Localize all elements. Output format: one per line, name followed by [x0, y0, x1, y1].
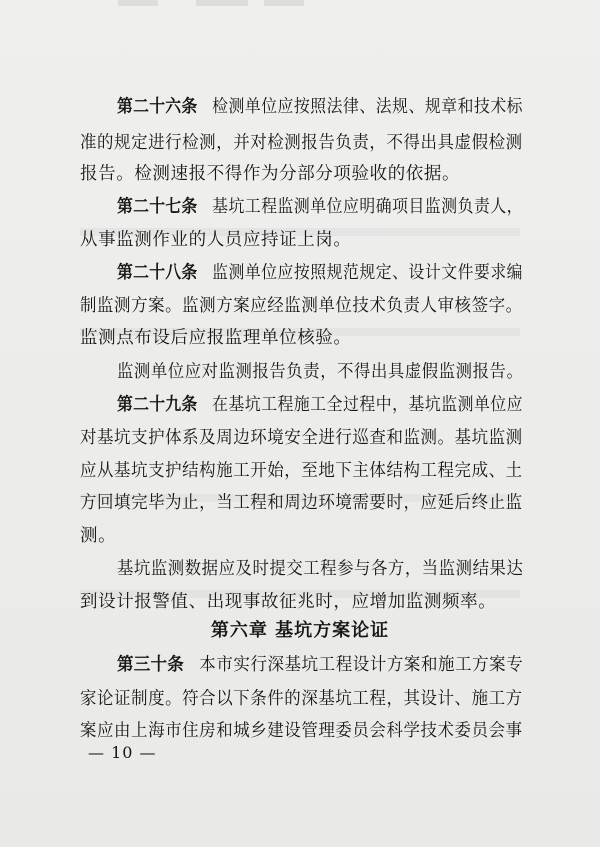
article-text-line: 在基坑工程施工全过程中，基坑监测单位应: [212, 395, 524, 415]
article-text-line: 基坑工程监测单位应明确项目监测负责人，: [212, 197, 524, 217]
bleed-mark: [264, 0, 304, 6]
article-text-line: 方回填完毕为止，当工程和周边环境需要时，应延后终止监: [80, 493, 523, 513]
article-text-line: 检测单位应按照法律、法规、规章和技术标: [212, 97, 524, 117]
article-text-line: 监测点布设后应报监理单位核验。: [80, 328, 352, 348]
article-text-line: 到设计报警值、出现事故征兆时，应增加监测频率。: [80, 592, 497, 612]
article-paragraph: 监测单位应对监测报告负责，不得出具虚假监测报告。: [117, 362, 524, 382]
article-text-line: 对基坑支护体系及周边环境安全进行巡查和监测。基坑监测: [80, 428, 523, 448]
bleed-mark: [118, 0, 158, 6]
article-text-line: 家论证制度。符合以下条件的深基坑工程，其设计、施工方: [80, 689, 523, 709]
article-text-line: 测。: [80, 526, 117, 546]
article-heading: 第二十九条: [117, 395, 198, 415]
article-heading: 第二十八条: [117, 263, 198, 283]
article-text-line: 报告。检测速报不得作为分部分项验收的依据。: [80, 164, 461, 184]
bleed-mark: [196, 0, 248, 6]
article-text-line: 准的规定进行检测，并对检测报告负责，不得出具虚假检测: [80, 133, 523, 153]
article-text-line: 制监测方案。监测方案应经监测单位技术负责人审核签字。: [80, 296, 523, 316]
article-heading: 第二十六条: [117, 97, 198, 117]
article-heading: 第二十七条: [117, 197, 198, 217]
article-text-line: 监测单位应按照规范规定、设计文件要求编: [212, 263, 524, 283]
article-text-line: 本市实行深基坑工程设计方案和施工方案专: [199, 655, 524, 675]
article-text-line: 从事监测作业的人员应持证上岗。: [80, 230, 352, 250]
article-text-line: 应从基坑支护结构施工开始，至地下主体结构工程完成、土: [80, 461, 523, 481]
article-heading: 第三十条: [117, 655, 185, 675]
page-number: — 10 —: [88, 743, 157, 762]
article-text-line: 案应由上海市住房和城乡建设管理委员会科学技术委员会事: [80, 721, 523, 741]
chapter-title: 第六章 基坑方案论证: [210, 620, 390, 641]
article-text-line: 基坑监测数据应及时提交工程参与各方，当监测结果达: [117, 559, 524, 579]
